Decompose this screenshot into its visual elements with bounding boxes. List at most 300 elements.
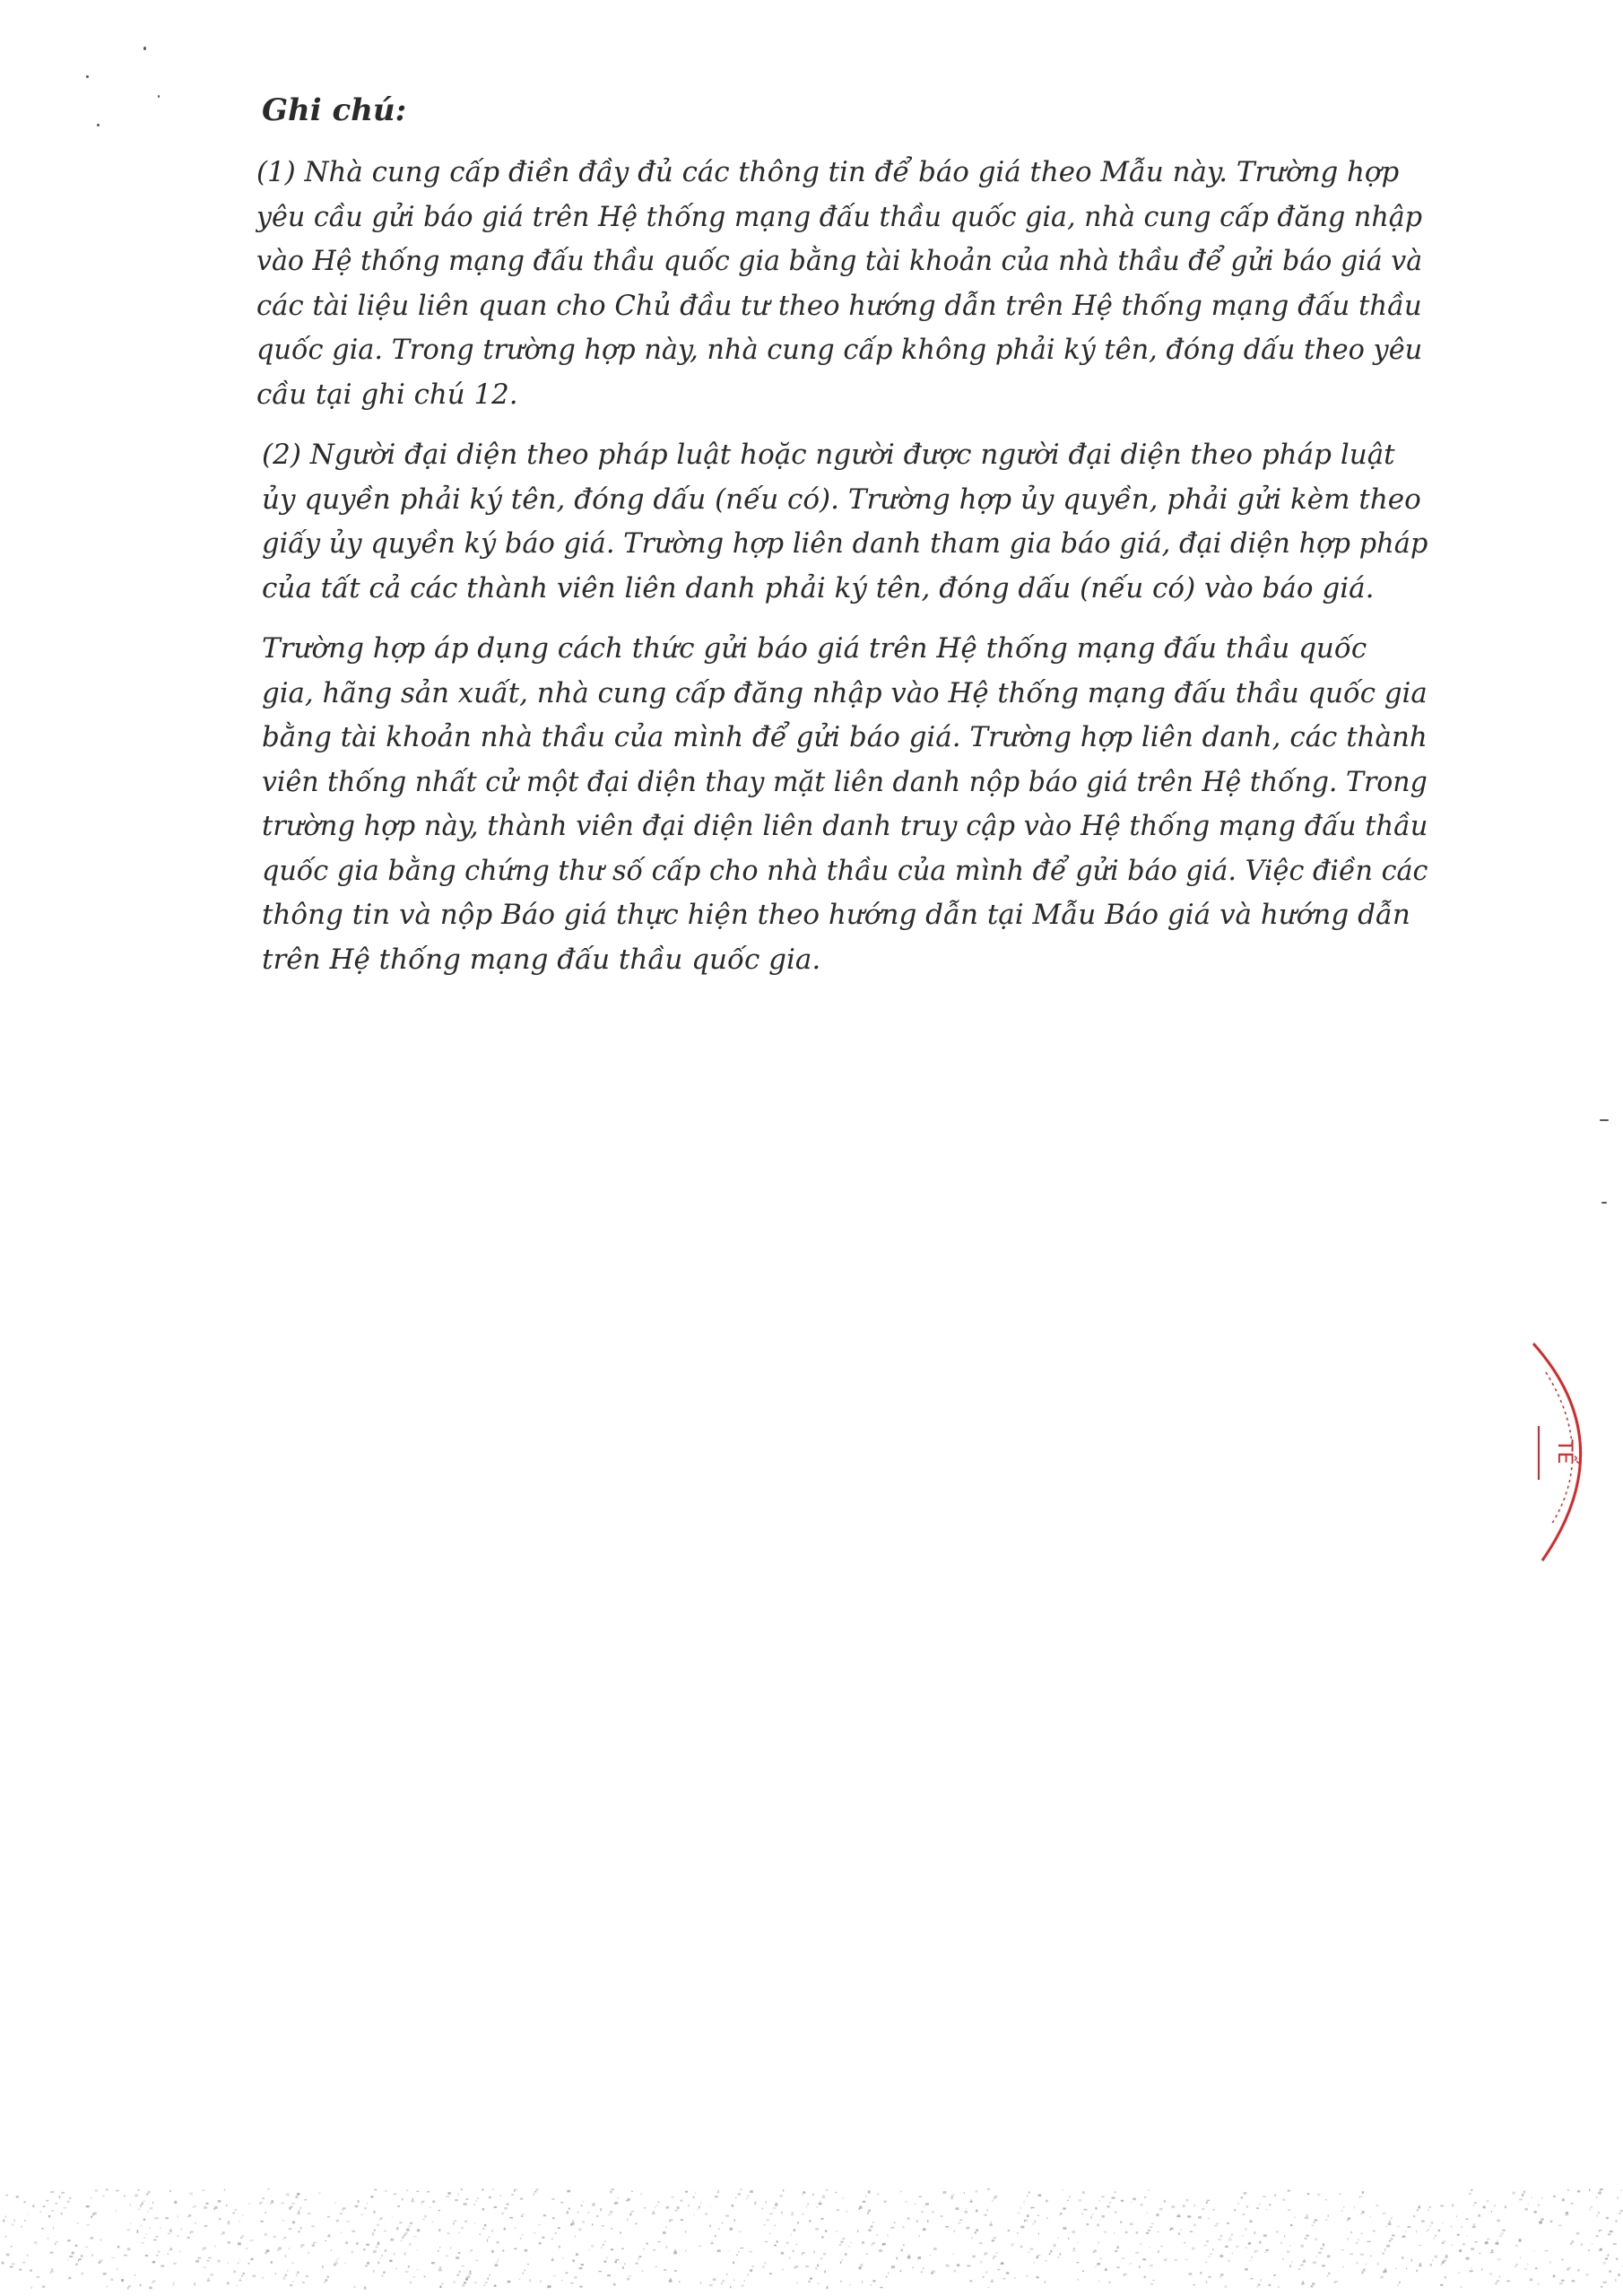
scan-noise-dot	[1313, 2262, 1314, 2263]
scan-noise-dot	[776, 2203, 777, 2205]
scan-noise-dot	[1312, 2225, 1314, 2226]
scan-noise-dot	[509, 2217, 513, 2219]
scan-noise-dot	[820, 2257, 822, 2259]
scan-noise-dot	[1562, 2199, 1565, 2202]
scan-noise-dot	[205, 2203, 208, 2205]
scan-noise-dot	[1082, 2191, 1084, 2192]
scan-noise-dot	[534, 2191, 536, 2193]
scan-noise-dot	[1451, 2226, 1453, 2228]
scan-noise-dot	[412, 2200, 414, 2202]
scan-noise-dot	[380, 2218, 383, 2220]
scan-noise-dot	[127, 2248, 131, 2250]
scan-noise-dot	[412, 2276, 415, 2278]
scan-noise-dot	[777, 2240, 778, 2243]
scan-noise-dot	[1037, 2215, 1039, 2216]
scan-noise-dot	[458, 2194, 459, 2196]
scan-noise-dot	[413, 2236, 417, 2237]
scan-noise-dot	[1266, 2209, 1267, 2210]
scan-noise-dot	[181, 2228, 182, 2230]
scan-noise-dot	[469, 2251, 471, 2252]
scan-noise-dot	[1087, 2223, 1089, 2225]
scan-noise-dot	[50, 2191, 54, 2193]
scan-noise-dot	[860, 2264, 863, 2266]
scan-noise-dot	[453, 2281, 456, 2283]
scan-noise-dot	[583, 2222, 585, 2223]
scan-noise-dot	[408, 2225, 411, 2227]
scan-noise-dot	[1531, 2197, 1532, 2198]
scan-noise-dot	[1390, 2239, 1393, 2240]
scan-noise-dot	[1577, 2190, 1580, 2193]
text-line: cầu tại ghi chú 12.	[256, 378, 518, 411]
scan-noise-dot	[72, 2252, 74, 2255]
scan-noise-dot	[695, 2192, 696, 2193]
scan-noise-dot	[527, 2264, 529, 2265]
scan-noise-dot	[946, 2265, 947, 2266]
scan-noise-dot	[143, 2200, 145, 2202]
scan-noise-dot	[1483, 2206, 1486, 2209]
scan-noise-dot	[813, 2251, 814, 2254]
scan-noise-dot	[458, 2232, 460, 2234]
scan-noise-dot	[37, 2276, 39, 2278]
scan-noise-dot	[871, 2284, 872, 2286]
scan-noise-dot	[251, 2258, 254, 2260]
scan-noise-dot	[821, 2236, 823, 2239]
scan-noise-dot	[808, 2281, 811, 2283]
scan-noise-dot	[1527, 2263, 1528, 2265]
scan-noise-dot	[1445, 2257, 1448, 2258]
scan-noise-dot	[841, 2259, 844, 2260]
scan-noise-dot	[239, 2259, 241, 2260]
scan-noise-dot	[283, 2276, 284, 2278]
scan-noise-dot	[1178, 2233, 1180, 2235]
scan-noise-dot	[170, 2248, 173, 2250]
scan-noise-dot	[1380, 2276, 1383, 2279]
scan-noise-dot	[459, 2271, 461, 2274]
scan-noise-dot	[291, 2262, 294, 2264]
scan-noise-dot	[923, 2267, 924, 2269]
scan-noise-dot	[86, 2224, 90, 2225]
scan-noise-dot	[746, 2197, 748, 2199]
scan-noise-dot	[1290, 2224, 1293, 2226]
scan-noise-dot	[733, 2261, 734, 2264]
scan-noise-dot	[1124, 2274, 1127, 2275]
scan-noise-dot	[487, 2239, 488, 2242]
scan-noise-dot	[693, 2196, 695, 2198]
scan-noise-dot	[489, 2274, 490, 2276]
scan-noise-dot	[952, 2195, 956, 2196]
scan-noise-dot	[130, 2205, 131, 2206]
scan-noise-dot	[1456, 2216, 1457, 2217]
scan-noise-dot	[1465, 2219, 1468, 2220]
scan-noise-dot	[248, 2203, 250, 2204]
scan-noise-dot	[219, 2219, 221, 2221]
scan-noise-dot	[624, 2263, 625, 2265]
scan-noise-dot	[791, 2233, 792, 2235]
scan-noise-dot	[596, 2215, 598, 2217]
scan-noise-dot	[1386, 2245, 1390, 2248]
scan-noise-dot	[718, 2229, 720, 2230]
scan-noise-dot	[1428, 2229, 1429, 2231]
scan-noise-dot	[204, 2225, 208, 2227]
scan-noise-dot	[1278, 2286, 1279, 2288]
scan-noise-dot	[919, 2235, 920, 2237]
scan-noise-dot	[1024, 2220, 1028, 2222]
scan-noise-dot	[1559, 2283, 1563, 2284]
scan-noise-dot	[474, 2223, 476, 2224]
scan-noise-dot	[786, 2242, 789, 2244]
scan-noise-dot	[598, 2271, 602, 2272]
seal-stamp	[1515, 1336, 1614, 1570]
scan-noise-dot	[1264, 2252, 1266, 2253]
scan-noise-dot	[522, 2213, 525, 2214]
scan-noise-dot	[331, 2249, 332, 2251]
scan-noise-dot	[1241, 2235, 1244, 2236]
scan-noise-dot	[1416, 2270, 1418, 2273]
scan-noise-dot	[1292, 2261, 1293, 2263]
scan-noise-dot	[568, 2208, 570, 2210]
scan-noise-dot	[1411, 2259, 1412, 2262]
scan-noise-dot	[396, 2227, 398, 2230]
scan-noise-dot	[107, 2286, 108, 2288]
scan-noise-dot	[373, 2250, 377, 2253]
scan-noise-dot	[561, 2280, 562, 2281]
scan-noise-dot	[1037, 2255, 1041, 2257]
scan-noise-dot	[795, 2266, 799, 2268]
scan-noise-dot	[489, 2196, 491, 2199]
scan-noise-dot	[629, 2275, 632, 2276]
scan-noise-dot	[782, 2269, 784, 2270]
scan-noise-dot	[417, 2269, 419, 2270]
scan-noise-dot	[404, 2234, 406, 2236]
scan-noise-dot	[1619, 2213, 1621, 2214]
scan-noise-dot	[543, 2214, 546, 2216]
scan-noise-dot	[1011, 2243, 1014, 2246]
scan-noise-dot	[1406, 2268, 1407, 2269]
scan-noise-dot	[425, 2215, 427, 2218]
scan-noise-dot	[1325, 2220, 1328, 2221]
scan-noise-dot	[1033, 2262, 1035, 2264]
scan-noise-dot	[1237, 2203, 1239, 2205]
scan-noise-dot	[271, 2201, 273, 2203]
scan-noise-dot	[1491, 2249, 1493, 2251]
scan-noise-dot	[725, 2215, 729, 2217]
scan-noise-dot	[903, 2244, 904, 2246]
scan-noise-dot	[997, 2269, 1001, 2270]
scan-noise-dot	[1097, 2224, 1099, 2227]
scan-noise-dot	[402, 2198, 404, 2201]
scan-noise-dot	[1474, 2203, 1477, 2205]
scan-noise-dot	[416, 2191, 419, 2192]
scan-noise-dot	[1466, 2257, 1470, 2260]
scan-noise-dot	[340, 2232, 343, 2233]
scan-noise-dot	[1519, 2239, 1522, 2242]
scan-noise-dot	[957, 2264, 959, 2266]
scan-noise-dot	[424, 2275, 426, 2277]
scan-noise-dot	[207, 2279, 211, 2282]
scan-noise-dot	[669, 2220, 670, 2222]
scan-noise-dot	[611, 2228, 612, 2229]
scan-noise-dot	[100, 2239, 101, 2240]
scan-noise-dot	[1289, 2245, 1290, 2246]
scan-noise-dot	[383, 2272, 385, 2274]
scan-noise-dot	[1245, 2228, 1247, 2230]
scan-noise-dot	[990, 2223, 993, 2226]
scan-noise-dot	[951, 2196, 953, 2197]
scan-noise-dot	[1325, 2199, 1327, 2200]
scan-noise-dot	[1600, 2248, 1602, 2251]
scan-noise-dot	[69, 2256, 73, 2257]
scan-noise-dot	[1429, 2206, 1431, 2208]
scan-noise-dot	[1028, 2191, 1029, 2193]
scan-noise-dot	[1370, 2256, 1372, 2257]
scan-noise-dot	[1245, 2268, 1248, 2271]
scan-noise-dot	[1102, 2215, 1105, 2218]
scan-noise-dot	[90, 2238, 91, 2239]
scan-noise-dot	[61, 2192, 65, 2194]
scan-noise-dot	[933, 2248, 937, 2250]
scan-noise-dot	[780, 2195, 784, 2197]
scan-noise-dot	[681, 2219, 683, 2221]
scan-noise-dot	[1499, 2235, 1502, 2237]
scan-noise-dot	[1486, 2200, 1488, 2202]
scan-noise-dot	[1572, 2240, 1575, 2243]
scan-noise-dot	[1498, 2275, 1500, 2277]
scan-noise-dot	[735, 2197, 737, 2198]
scan-noise-dot	[1284, 2235, 1285, 2237]
scan-noise-dot	[1100, 2257, 1101, 2260]
scan-noise-dot	[169, 2250, 170, 2251]
scan-noise-dot	[500, 2195, 501, 2196]
scan-noise-dot	[606, 2257, 608, 2259]
scan-noise-dot	[774, 2224, 776, 2226]
scan-noise-dot	[1586, 2274, 1589, 2275]
scan-noise-dot	[1588, 2250, 1590, 2252]
scan-noise-dot	[825, 2230, 828, 2231]
scan-noise-dot	[1209, 2256, 1211, 2257]
scan-noise-dot	[335, 2260, 337, 2261]
scan-noise-dot	[1530, 2278, 1533, 2281]
scan-noise-dot	[308, 2213, 311, 2214]
scan-noise-dot	[262, 2277, 265, 2279]
scan-noise-dot	[866, 2253, 868, 2255]
scan-noise-dot	[68, 2277, 71, 2279]
scan-noise-dot	[1205, 2262, 1207, 2263]
scan-noise-dot	[1328, 2215, 1330, 2217]
scan-noise-dot	[888, 2273, 889, 2274]
scan-noise-dot	[143, 2219, 145, 2221]
scan-noise-dot	[1442, 2222, 1444, 2224]
scan-noise-dot	[1421, 2221, 1425, 2222]
scan-noise-dot	[1399, 2282, 1401, 2284]
scan-noise-dot	[240, 2238, 242, 2239]
scan-noise-dot	[238, 2242, 241, 2245]
scan-noise-dot	[147, 2211, 148, 2212]
scan-noise-dot	[522, 2234, 523, 2236]
scan-noise-dot	[300, 2246, 302, 2248]
scan-noise-dot	[984, 2214, 986, 2216]
scan-noise-dot	[1246, 2205, 1248, 2207]
scan-noise-dot	[381, 2274, 383, 2276]
scan-noise-dot	[1258, 2284, 1261, 2286]
text-line: trường hợp này, thành viên đại diện liên danh truy cập vào Hệ thống mạng đấu thầu	[262, 810, 1428, 842]
scan-noise-dot	[34, 2241, 38, 2244]
text-line: bằng tài khoản nhà thầu của mình để gửi báo giá. Trường hợp liên danh, các thành	[262, 721, 1428, 753]
scan-noise-dot	[1471, 2189, 1472, 2191]
scan-noise-dot	[613, 2283, 616, 2285]
scan-noise-dot	[142, 2203, 143, 2205]
scan-noise-dot	[502, 2250, 504, 2251]
scan-noise-dot	[818, 2283, 820, 2284]
scan-noise-dot	[439, 2247, 440, 2248]
scan-noise-dot	[1354, 2206, 1356, 2209]
scan-noise-dot	[1084, 2209, 1088, 2211]
scan-noise-dot	[1072, 2231, 1075, 2233]
scan-noise-dot	[1567, 2189, 1569, 2191]
scan-noise-dot	[248, 2263, 250, 2265]
scan-noise-dot	[744, 2280, 745, 2282]
scan-noise-dot	[840, 2241, 843, 2243]
scan-noise-dot	[534, 2232, 536, 2233]
scan-noise-dot	[292, 2281, 294, 2282]
scan-noise-dot	[1249, 2221, 1252, 2223]
scan-noise-dot	[865, 2196, 866, 2197]
scan-noise-dot	[673, 2251, 677, 2254]
scan-noise-dot	[1300, 2265, 1302, 2266]
scan-noise-dot	[301, 2245, 305, 2247]
scan-noise-dot	[1567, 2267, 1571, 2269]
scan-noise-dot	[325, 2240, 326, 2241]
scan-noise-dot	[448, 2192, 451, 2195]
scan-noise-dot	[784, 2247, 785, 2248]
scan-noise-dot	[1185, 2199, 1188, 2202]
scan-noise-dot	[1146, 2232, 1149, 2233]
scan-speck	[1600, 1119, 1609, 1121]
scan-noise-dot	[699, 2206, 700, 2209]
scan-noise-dot	[1006, 2272, 1009, 2273]
scan-noise-dot	[1060, 2253, 1061, 2256]
scan-noise-dot	[173, 2282, 174, 2283]
scan-noise-dot	[1212, 2248, 1213, 2250]
scan-noise-dot	[371, 2234, 375, 2235]
scan-noise-dot	[985, 2271, 988, 2273]
scan-noise-dot	[685, 2191, 688, 2193]
scan-noise-dot	[1216, 2222, 1219, 2224]
scan-noise-dot	[576, 2253, 578, 2256]
scan-noise-dot	[1356, 2262, 1358, 2264]
scan-noise-dot	[173, 2263, 177, 2265]
scan-noise-dot	[583, 2201, 584, 2202]
scan-noise-dot	[1060, 2213, 1062, 2214]
scan-noise-dot	[1108, 2282, 1111, 2283]
scan-noise-dot	[1306, 2235, 1309, 2237]
scan-noise-dot	[1469, 2193, 1471, 2194]
scan-noise-dot	[464, 2203, 467, 2205]
scan-noise-dot	[374, 2230, 376, 2231]
scan-noise-dot	[1142, 2258, 1146, 2260]
scan-noise-dot	[401, 2239, 403, 2241]
scan-noise-dot	[1596, 2214, 1597, 2217]
scan-noise-dot	[747, 2196, 749, 2197]
scan-noise-dot	[1020, 2207, 1021, 2209]
scan-noise-dot	[1135, 2252, 1139, 2253]
scan-noise-dot	[1158, 2250, 1159, 2253]
scan-noise-dot	[1033, 2223, 1034, 2224]
scan-noise-dot	[306, 2275, 308, 2276]
scan-noise-dot	[227, 2222, 230, 2225]
scan-noise-dot	[1408, 2226, 1411, 2228]
scan-noise-dot	[1617, 2196, 1619, 2198]
scan-noise-dot	[1164, 2200, 1166, 2203]
scan-noise-dot	[327, 2276, 329, 2278]
scan-noise-dot	[127, 2287, 128, 2290]
scan-noise-dot	[265, 2252, 267, 2254]
scan-noise-dot	[907, 2257, 911, 2259]
scan-noise-dot	[712, 2241, 714, 2243]
scan-noise-dot	[709, 2225, 710, 2228]
scan-noise-dot	[1397, 2226, 1400, 2227]
scan-noise-dot	[1059, 2214, 1060, 2215]
scan-noise-dot	[1395, 2268, 1396, 2269]
scan-noise-dot	[48, 2215, 50, 2217]
scan-noise-dot	[241, 2275, 242, 2277]
scan-noise-dot	[993, 2257, 994, 2258]
scan-noise-dot	[1070, 2196, 1071, 2197]
scan-noise-dot	[1198, 2216, 1202, 2219]
scan-noise-dot	[1457, 2234, 1460, 2236]
scan-speck	[158, 95, 160, 98]
scan-noise-dot	[406, 2189, 408, 2191]
scan-noise-dot	[1027, 2195, 1028, 2197]
scan-noise-dot	[1306, 2216, 1309, 2219]
scan-noise-dot	[802, 2213, 803, 2215]
scan-noise-dot	[1228, 2260, 1229, 2262]
scan-noise-dot	[539, 2242, 542, 2244]
scan-noise-dot	[566, 2272, 568, 2274]
scan-noise-dot	[1616, 2258, 1619, 2260]
scan-noise-dot	[1206, 2281, 1208, 2283]
scan-noise-dot	[1184, 2242, 1185, 2243]
scan-noise-dot	[1384, 2268, 1386, 2271]
scan-noise-dot	[955, 2207, 959, 2210]
scan-noise-dot	[1254, 2231, 1256, 2234]
scan-noise-dot	[439, 2266, 441, 2268]
scan-noise-dot	[468, 2273, 472, 2274]
scan-noise-dot	[1595, 2196, 1597, 2198]
scan-noise-dot	[610, 2211, 612, 2213]
scan-noise-dot	[1363, 2269, 1366, 2272]
scan-noise-dot	[202, 2249, 204, 2250]
text-line: (2) Người đại diện theo pháp luật hoặc người được người đại diện theo pháp luật	[262, 439, 1395, 471]
scan-noise-dot	[685, 2250, 687, 2252]
scan-noise-dot	[390, 2239, 394, 2241]
scan-noise-dot	[927, 2220, 929, 2222]
scan-noise-dot	[1489, 2273, 1492, 2274]
scan-noise-dot	[1046, 2200, 1048, 2203]
scan-noise-dot	[1220, 2235, 1223, 2238]
scan-noise-dot	[862, 2241, 864, 2244]
text-line: vào Hệ thống mạng đấu thầu quốc gia bằng tài khoản của nhà thầu để gửi báo giá và	[256, 245, 1423, 277]
scan-noise-dot	[208, 2257, 212, 2258]
scan-noise-dot	[797, 2222, 799, 2223]
scan-noise-dot	[404, 2253, 406, 2256]
text-line: giấy ủy quyền ký báo giá. Trường hợp liên danh tham gia báo giá, đại diện hợp pháp	[262, 527, 1428, 560]
scan-noise-dot	[1538, 2283, 1540, 2285]
scan-noise-dot	[1107, 2205, 1109, 2207]
scan-noise-dot	[377, 2243, 379, 2245]
scan-noise-dot	[1496, 2242, 1499, 2245]
scan-noise-dot	[203, 2248, 206, 2249]
scan-noise-dot	[1327, 2275, 1329, 2276]
